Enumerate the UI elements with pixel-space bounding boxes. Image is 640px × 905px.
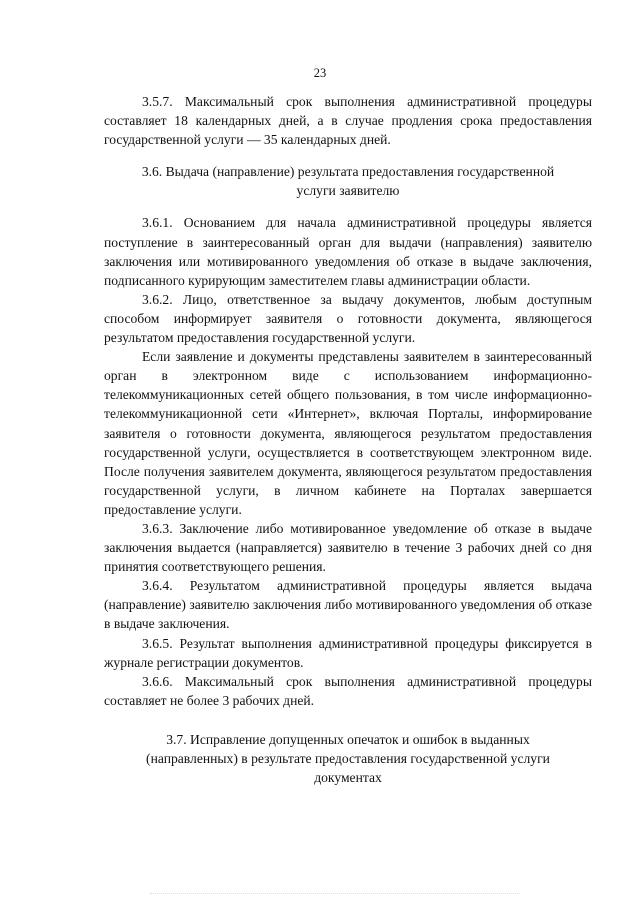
paragraph-3-6-2: 3.6.2. Лицо, ответственное за выдачу документов, любым доступным способом информирует заявителя о готовности документа, являющегося результатом предоставления государственной услуги.	[104, 291, 592, 346]
section-heading-3-7-line2: (направленных) в результате предоставления государственной услуги	[146, 751, 550, 766]
spacer	[104, 200, 592, 213]
section-heading-3-7-line3: документах	[314, 770, 382, 786]
spacer	[104, 710, 592, 730]
paragraph-3-5-7: 3.5.7. Максимальный срок выполнения административной процедуры составляет 18 календарных дней, а в случае продления срока предоставления государственной услуги — 35 календарных дней.	[104, 94, 592, 148]
section-heading-3-7-line1: 3.7. Исправление допущенных опечаток и ошибок в выданных	[166, 731, 530, 747]
page-number: 23	[313, 66, 327, 80]
scan-artifact-line	[150, 893, 520, 898]
paragraph-3-6-4: 3.6.4. Результатом административной процедуры является выдача (направление) заявителю заключения либо мотивированного уведомления об отказе в выдаче заключения.	[104, 578, 592, 632]
section-heading-3-7	[104, 730, 592, 787]
document-body	[104, 92, 592, 787]
section-heading-3-6	[104, 162, 592, 200]
section-heading-3-6-line2: услуги заявителю	[296, 183, 400, 199]
paragraph-3-6-6: 3.6.6. Максимальный срок выполнения административной процедуры составляет не более 3 рабочих дней.	[104, 673, 592, 708]
paragraph-electronic-submission: Если заявление и документы представлены заявителем в заинтересованный орган в электронном виде с использованием информационно-телекоммуникационных сетей общего пользования, в том числе информационно-телекоммуникационной сети «Интернет», включая Порталы, информирование заявителя о готовности документа, являющегося результатом предоставления государственной услуги, осуществляется в соответствующем электронном виде. После получения заявителем документа, являющегося результатом предоставления государственной услуги, в личном кабинете на Порталах завершается предоставление услуги.	[104, 349, 592, 517]
spacer	[104, 149, 592, 162]
paragraph-3-6-3: 3.6.3. Заключение либо мотивированное уведомление об отказе в выдаче заключения выдается (направляется) заявителю в течение 3 рабочих дней со дня принятия соответствующего решения.	[104, 520, 592, 575]
section-heading-3-6-line1: 3.6. Выдача (направление) результата предоставления государственной	[141, 164, 555, 180]
paragraph-3-6-1: 3.6.1. Основанием для начала административной процедуры является поступление в заинтересованный орган для выдачи (направления) заявителю заключения или мотивированного уведомления об отказе в выдаче заключения, подписанного курирующим заместителем главы администрации области.	[104, 215, 592, 288]
paragraph-3-6-5: 3.6.5. Результат выполнения административной процедуры фиксируется в журнале регистрации документов.	[104, 635, 592, 670]
